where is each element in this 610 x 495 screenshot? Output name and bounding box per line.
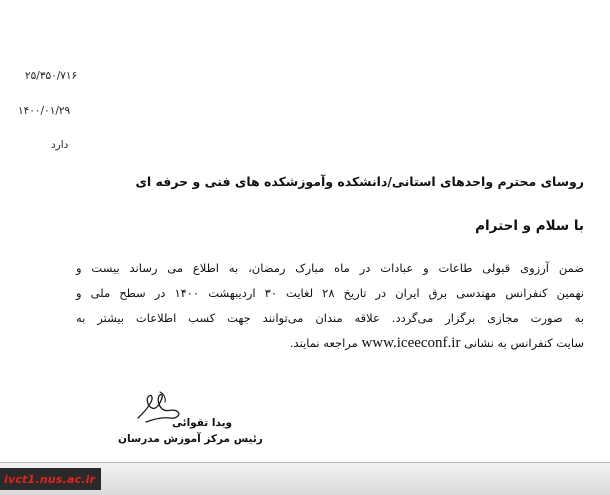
body-line-4-end: مراجعه نمایند. <box>289 336 358 350</box>
signer-name: ویدا تقوائی <box>172 417 233 429</box>
body-line-2: نهمین کنفرانس مهندسی برق ایران در تاریخ ۲۸ لغایت ۳۰ اردیبهشت ۱۴۰۰ در سطح ملی و <box>76 286 584 300</box>
body-line-4 <box>76 331 584 356</box>
watermark-badge <box>0 468 101 490</box>
letter-body <box>76 256 584 356</box>
conference-url: www.iceeconf.ir <box>361 335 461 351</box>
body-line-4-start: سایت کنفرانس به نشانی <box>464 336 584 350</box>
letter-date: ۱۴۰۰/۰۱/۲۹ <box>18 105 71 117</box>
signer-title: رئیس مرکز آموزش مدرسان <box>118 433 263 445</box>
attachment-status: دارد <box>51 139 69 151</box>
watermark-text: ivct1.nus.ac.ir <box>4 472 96 486</box>
reference-number: ۲۵/۳۵۰/۷۱۶ <box>25 70 78 82</box>
greeting: با سلام و احترام <box>475 218 584 234</box>
recipient-heading: روسای محترم واحدهای استانی/دانشکده وآموزشکده های فنی و حرفه ای <box>135 174 584 189</box>
body-line-1: ضمن آرزوی قبولی طاعات و عبادات در ماه مبارک رمضان، به اطلاع می رساند بیست و <box>76 261 584 275</box>
body-line-3: به صورت مجازی برگزار می‌گردد. علاقه مندان می‌توانند جهت کسب اطلاعات بیشتر به <box>76 311 584 325</box>
